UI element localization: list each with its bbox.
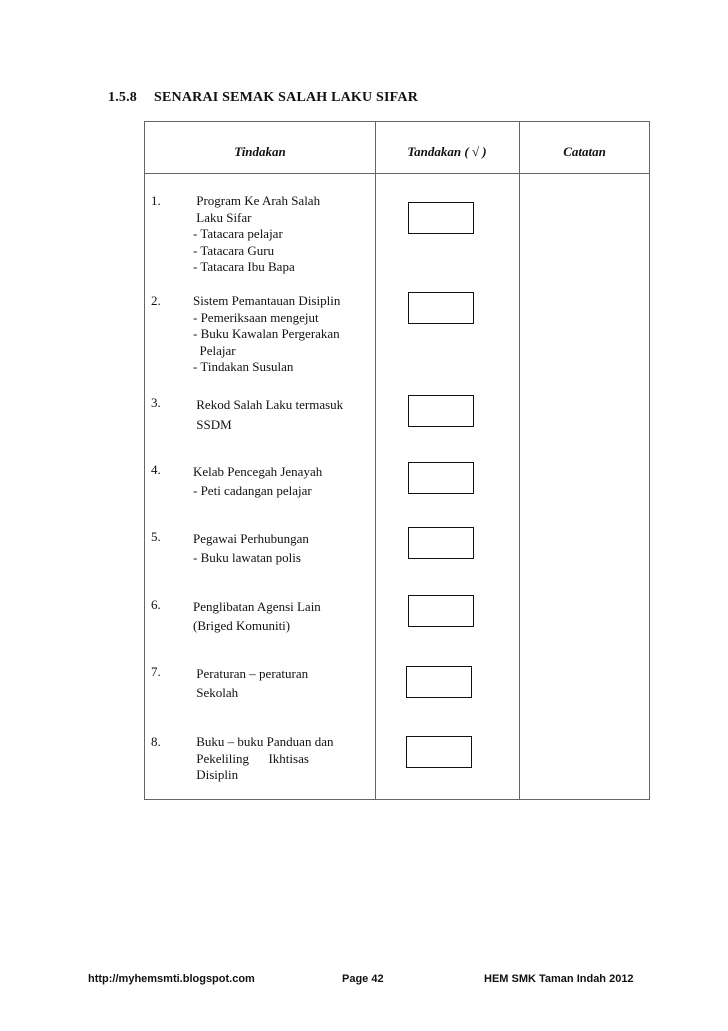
item-line: Pegawai Perhubungan xyxy=(193,531,309,546)
item-line: - Tindakan Susulan xyxy=(193,359,294,374)
item-line: - Buku lawatan polis xyxy=(193,550,301,565)
item-line: Peraturan – peraturan xyxy=(193,666,309,681)
item-line: Penglibatan Agensi Lain xyxy=(193,599,321,614)
item-line: Sistem Pemantauan Disiplin xyxy=(193,293,341,308)
header-divider xyxy=(145,173,649,174)
item-line: Buku – buku Panduan dan xyxy=(193,734,334,749)
item-line: - Tatacara Guru xyxy=(193,242,275,258)
header-tandakan: Tandakan ( √ ) xyxy=(407,144,487,159)
item-line: Pelajar xyxy=(193,342,236,358)
item-line: - Buku Kawalan Pergerakan xyxy=(193,326,340,341)
footer-page-number: Page 42 xyxy=(342,973,384,985)
item-line: - Peti cadangan pelajar xyxy=(193,483,312,498)
item-number: 6. xyxy=(151,597,161,612)
footer-organization: HEM SMK Taman Indah 2012 xyxy=(484,973,634,985)
tick-box[interactable] xyxy=(408,202,474,234)
item-line: Rekod Salah Laku termasuk xyxy=(193,397,344,412)
item-line: Pekeliling Ikhtisas xyxy=(193,750,309,766)
item-line: Sekolah xyxy=(193,685,239,700)
header-tindakan: Tindakan xyxy=(234,144,286,159)
item-number: 2. xyxy=(151,293,161,308)
item-line: SSDM xyxy=(193,417,232,432)
checklist-table xyxy=(144,121,650,800)
item-line: - Pemeriksaan mengejut xyxy=(193,309,319,325)
item-line: Program Ke Arah Salah xyxy=(193,193,321,208)
item-number: 5. xyxy=(151,529,161,544)
item-number: 4. xyxy=(151,462,161,477)
item-line: - Tatacara pelajar xyxy=(193,226,283,241)
tick-box[interactable] xyxy=(408,462,474,494)
item-number: 7. xyxy=(151,664,161,679)
column-divider xyxy=(519,122,520,799)
tick-box[interactable] xyxy=(406,736,472,768)
item-line: Disiplin xyxy=(193,767,239,782)
section-title: SENARAI SEMAK SALAH LAKU SIFAR xyxy=(154,90,419,105)
section-number: 1.5.8 xyxy=(108,90,137,105)
item-line: (Briged Komuniti) xyxy=(193,618,291,633)
item-number: 1. xyxy=(151,193,161,208)
footer-url[interactable]: http://myhemsmti.blogspot.com xyxy=(88,973,255,985)
item-number: 3. xyxy=(151,395,161,410)
section-heading xyxy=(108,90,418,106)
item-line: Kelab Pencegah Jenayah xyxy=(193,464,323,479)
tick-box[interactable] xyxy=(408,292,474,324)
column-divider xyxy=(375,122,376,799)
tick-box[interactable] xyxy=(406,666,472,698)
tick-box[interactable] xyxy=(408,595,474,627)
tick-box[interactable] xyxy=(408,527,474,559)
header-catatan: Catatan xyxy=(563,144,606,159)
item-line: Laku Sifar xyxy=(193,209,252,225)
item-number: 8. xyxy=(151,734,161,749)
item-line: - Tatacara Ibu Bapa xyxy=(193,259,295,274)
tick-box[interactable] xyxy=(408,395,474,427)
